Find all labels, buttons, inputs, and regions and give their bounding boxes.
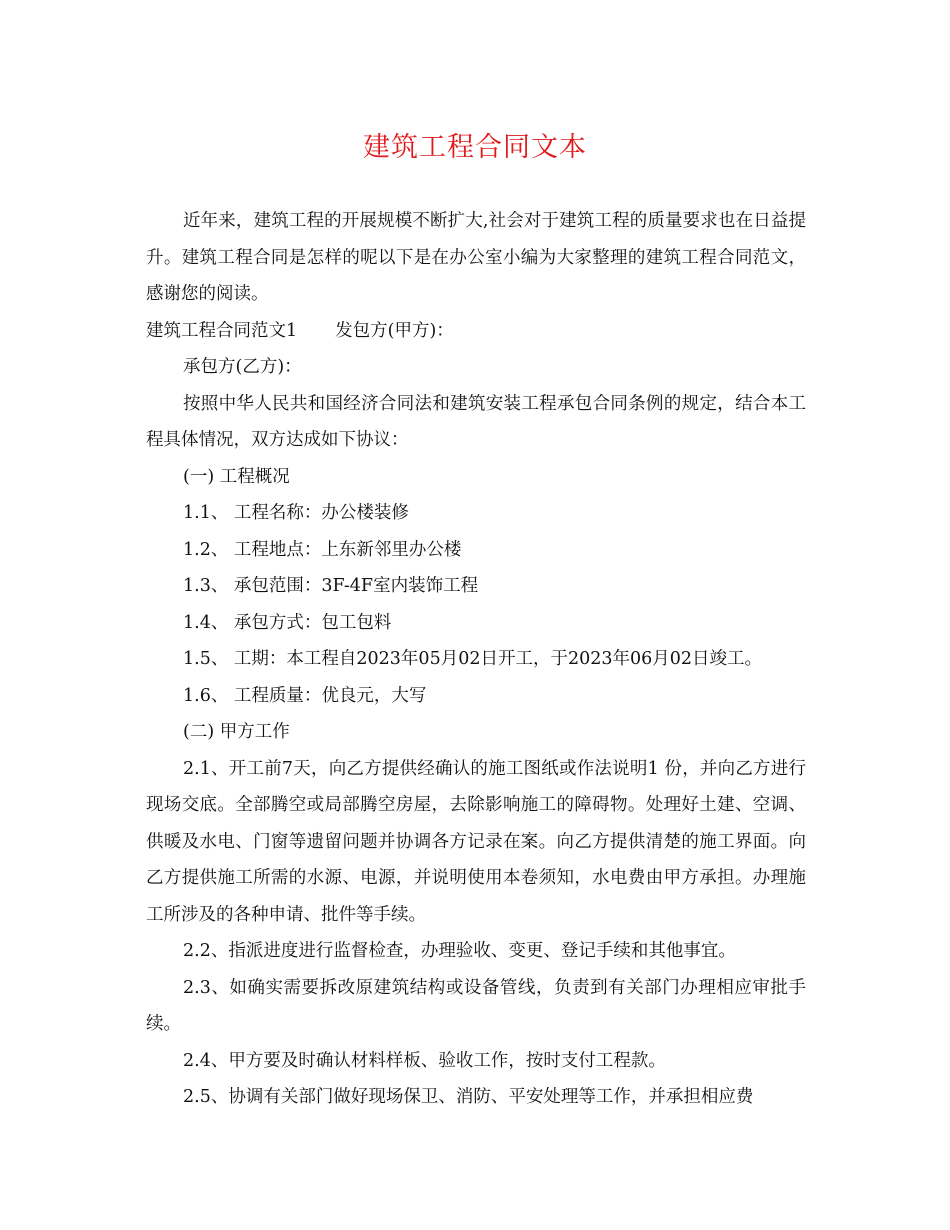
document-title: 建筑工程合同文本 — [363, 132, 587, 163]
document-body — [146, 203, 806, 1116]
overview-item: 1.2、 工程地点：上东新邻里办公楼 — [183, 539, 462, 560]
section-overview-title: (一) 工程概况 — [183, 466, 290, 487]
party-a-work-item: 2.2、指派进度进行监督检查，办理验收、变更、登记手续和其他事宜。 — [183, 941, 736, 961]
party-a-work-item: 2.1、开工前7天，向乙方提供经确认的施工图纸或作法说明1 份，并向乙方进行现场交底。全部腾空或局部腾空房屋，去除影响施工的障碍物。处理好土建、空调、供暖及水电、门窗等遗留问题并协调各方记录在案。向乙方提供清楚的施工界面。向乙方提供施工所需的水源、电源，并说明使用本卷须知，水电费由甲方承担。办理施工所涉及的各种申请、批件等手续。 — [146, 758, 806, 925]
overview-item: 1.5、 工期：本工程自2023年05月02日开工，于2023年06月02日竣工。 — [183, 649, 763, 669]
party-a-label: 发包方(甲方)： — [335, 320, 454, 341]
overview-item: 1.6、 工程质量：优良元，大写 — [183, 685, 427, 706]
overview-item: 1.1、 工程名称：办公楼装修 — [183, 503, 409, 523]
sample-heading: 建筑工程合同范文1 — [146, 320, 298, 341]
intro-paragraph: 近年来，建筑工程的开展规模不断扩大,社会对于建筑工程的质量要求也在日益提升。建筑工程合同是怎样的呢以下是在办公室小编为大家整理的建筑工程合同范文，感谢您的阅读。 — [146, 211, 806, 304]
sample-heading-line — [146, 313, 806, 350]
party-a-work-item: 2.3、如确实需要拆改原建筑结构或设备管线，负责到有关部门办理相应审批手续。 — [146, 977, 806, 1034]
party-b-label: 承包方(乙方)： — [183, 357, 302, 377]
agreement-paragraph: 按照中华人民共和国经济合同法和建筑安装工程承包合同条例的规定，结合本工程具体情况，双方达成如下协议： — [146, 393, 806, 450]
party-a-work-item: 2.4、甲方要及时确认材料样板、验收工作，按时支付工程款。 — [183, 1050, 666, 1071]
section-party-a-work-title: (二) 甲方工作 — [183, 722, 290, 742]
party-a-work-item: 2.5、协调有关部门做好现场保卫、消防、平安处理等工作，并承担相应费 — [183, 1087, 754, 1107]
overview-item: 1.4、 承包方式：包工包料 — [183, 612, 392, 633]
overview-item: 1.3、 承包范围：3F-4F室内装饰工程 — [183, 576, 479, 596]
